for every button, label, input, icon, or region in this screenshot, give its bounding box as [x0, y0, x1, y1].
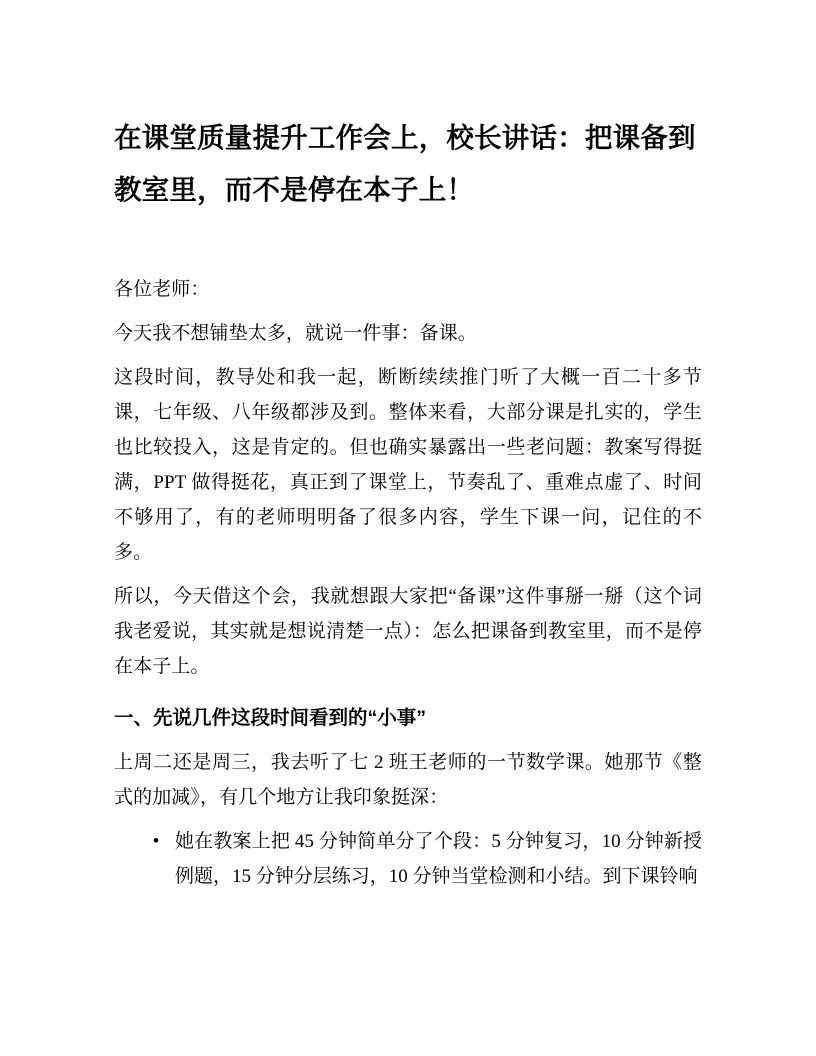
title-spacer: [114, 216, 702, 272]
section-heading-one: 一、先说几件这段时间看到的“小事”: [114, 707, 427, 729]
paragraph-purpose: 所以，今天借这个会，我就想跟大家把“备课”这件事掰一掰（这个词我老爱说，其实就是想说清楚一点）：怎么把课备到教室里，而不是停在本子上。: [114, 586, 702, 677]
paragraph-section-intro: 上周二还是周三，我去听了七 2 班王老师的一节数学课。她那节《整式的加减》，有几个地方让我印象挺深：: [114, 752, 702, 808]
list-item-text: 她在教案上把 45 分钟简单分了个段：5 分钟复习，10 分钟新授例题，15 分钟分层练习，10 分钟当堂检测和小结。到下课铃响: [175, 831, 702, 887]
page-title: 在课堂质量提升工作会上，校长讲话：把课备到教室里，而不是停在本子上！: [114, 122, 696, 205]
paragraph-salutation: 各位老师：: [114, 279, 210, 300]
document-body: [114, 0, 702, 903]
bullet-list: [114, 824, 702, 894]
paragraph-opening: 今天我不想铺垫太多，就说一件事：备课。: [114, 323, 477, 344]
paragraph-observations: 这段时间，教导处和我一起，断断续续推门听了大概一百二十多节课，七年级、八年级都涉及到。整体来看，大部分课是扎实的，学生也比较投入，这是肯定的。但也确实暴露出一些老问题：教案写得挺满，PPT 做得挺花，真正到了课堂上，节奏乱了、重难点虚了、时间不够用了，有的老师明明备了很多内容，学生下课一问，记住的不多。: [114, 367, 702, 563]
bullet-marker: •: [152, 831, 160, 852]
list-item: [114, 824, 702, 894]
